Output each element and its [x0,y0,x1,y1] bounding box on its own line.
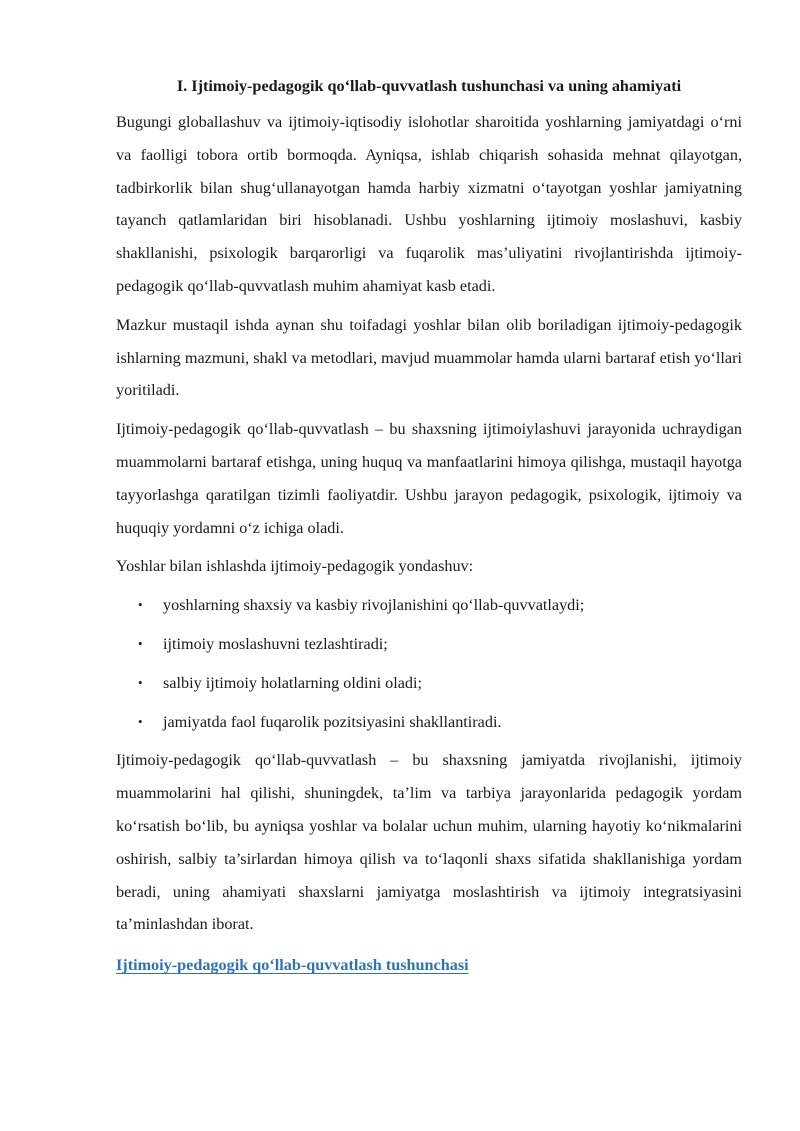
scope-paragraph: Mazkur mustaqil ishda aynan shu toifadagi yoshlar bilan olib boriladigan ijtimoiy-pedagogik ishlarning mazmuni, shakl va metodlari, mavjud muammolar hamda ularni bartaraf etish yo‘llari yoritiladi. [116,315,742,400]
list-item-text: jamiyatda faol fuqarolik pozitsiyasini shakllantiradi. [163,712,502,731]
section-link[interactable]: Ijtimoiy-pedagogik qo‘llab-quvvatlash tushunchasi [116,956,469,975]
bullet-icon: • [138,635,143,651]
list-item [116,667,742,700]
list-item [116,589,742,622]
approach-intro-paragraph: Yoshlar bilan ishlashda ijtimoiy-pedagogik yondashuv: [116,557,474,576]
bullet-icon: • [138,713,143,729]
list-item [116,706,742,739]
list-item-text: ijtimoiy moslashuvni tezlashtiradi; [163,634,388,653]
closing-paragraph: Ijtimoiy-pedagogik qo‘llab-quvvatlash – bu shaxsning jamiyatda rivojlanishi, ijtimoiy muammolarini hal qilishi, shuningdek, ta’lim va tarbiya jarayonlarida pedagogik yordam ko‘rsatish bo‘lib, bu ayniqsa yoshlar va bolalar uchun muhim, ularning hayotiy ko‘nikmalarini oshirish, salbiy ta’sirlardan himoya qilish va to‘laqonli shaxs sifatida shakllanishiga yordam beradi, uning ahamiyati shaxslarni jamiyatga moslashtirish va ijtimoiy integratsiyasini ta’minlashdan iborat. [116,751,742,934]
list-item [116,628,742,661]
document-page [116,72,742,981]
section-heading: I. Ijtimoiy-pedagogik qo‘llab-quvvatlash tushunchasi va uning ahamiyati [176,77,682,95]
definition-paragraph: Ijtimoiy-pedagogik qo‘llab-quvvatlash – bu shaxsning ijtimoiylashuvi jarayonida uchraydigan muammolarni bartaraf etishga, uning huquq va manfaatlarini himoya qilishga, mustaqil hayotga tayyorlashga qaratilgan tizimli faoliyatdir. Ushbu jarayon pedagogik, psixologik, ijtimoiy va huquqiy yordamni o‘z ichiga oladi. [116,420,742,537]
bullet-icon: • [138,597,143,613]
bullet-icon: • [138,674,143,690]
list-item-text: salbiy ijtimoiy holatlarning oldini oladi; [163,673,422,692]
list-item-text: yoshlarning shaxsiy va kasbiy rivojlanishini qo‘llab-quvvatlaydi; [163,596,585,615]
approach-bullet-list [116,589,742,738]
intro-paragraph: Bugungi globallashuv va ijtimoiy-iqtisodiy islohotlar sharoitida yoshlarning jamiyatdagi o‘rni va faolligi tobora ortib bormoqda. Ayniqsa, ishlab chiqarish sohasida mehnat qilayotgan, tadbirkorlik bilan shug‘ullanayotgan hamda harbiy xizmatni o‘tayotgan yoshlar jamiyatning tayanch qatlamlaridan biri hisoblanadi. Ushbu yoshlarning ijtimoiy moslashuvi, kasbiy shakllanishi, psixologik barqarorligi va fuqarolik mas’uliyatini rivojlantirishda ijtimoiy-pedagogik qo‘llab-quvvatlash muhim ahamiyat kasb etadi. [116,113,742,295]
